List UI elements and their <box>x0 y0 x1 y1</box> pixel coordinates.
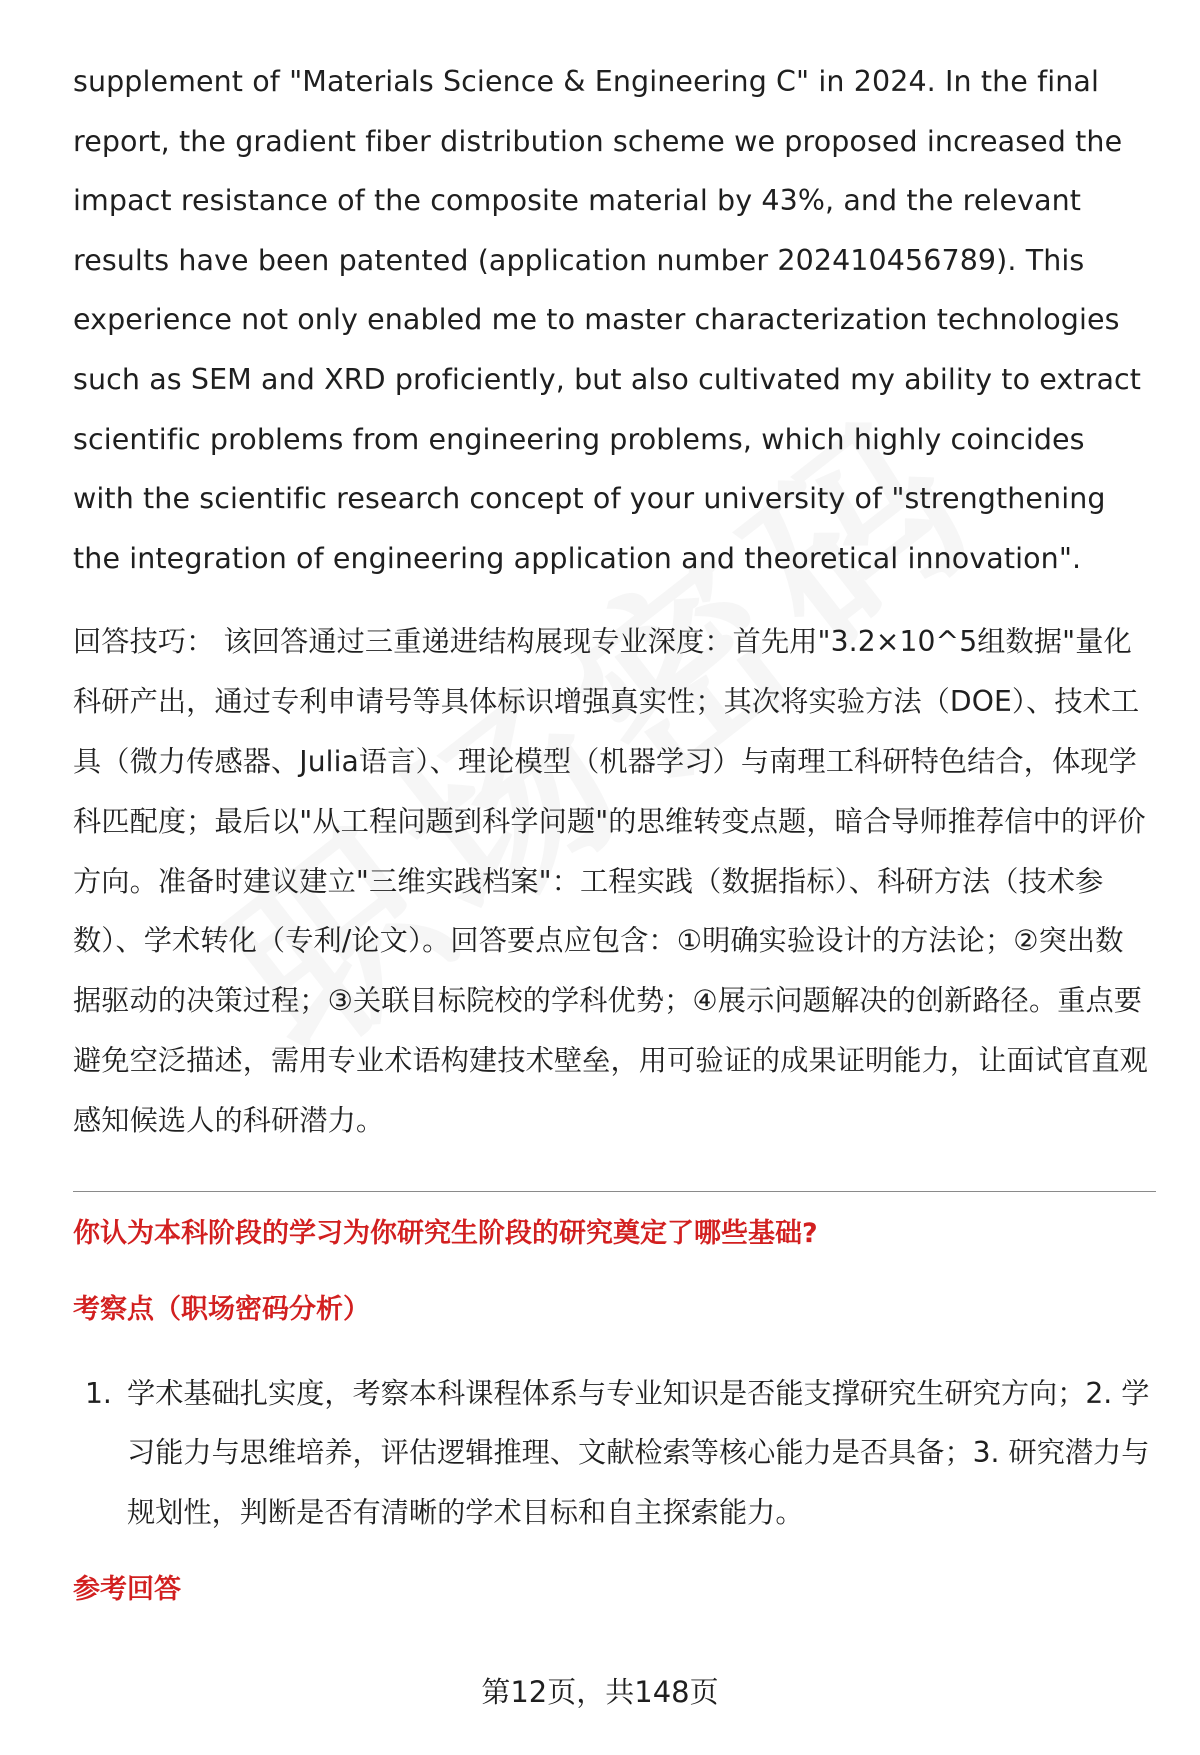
document-page <box>73 52 1151 1610</box>
interview-question: 你认为本科阶段的学习为你研究生阶段的研究奠定了哪些基础? <box>73 1217 818 1249</box>
section-divider <box>73 1191 1156 1192</box>
list-item <box>73 1364 1151 1543</box>
answer-tip-paragraph: 回答技巧： 该回答通过三重递进结构展现专业深度：首先用"3.2×10^5组数据"量化科研产出，通过专利申请号等具体标识增强真实性；其次将实验方法（DOE）、技术工具（微力传感器、Julia语言）、理论模型（机器学习）与南理工科研特色结合，体现学科匹配度；最后以"从工程问题到科学问题"的思维转变点题，暗合导师推荐信中的评价方向。准备时建议建立"三维实践档案"：工程实践（数据指标）、科研方法（技术参数）、学术转化（专利/论文）。回答要点应包含：①明确实验设计的方法论；②突出数据驱动的决策过程；③关联目标院校的学科优势；④展示问题解决的创新路径。重点要避免空泛描述，需用专业术语构建技术壁垒，用可验证的成果证明能力，让面试官直观感知候选人的科研潜力。 <box>73 625 1148 1137</box>
body-paragraph: supplement of "Materials Science & Engineering C" in 2024. In the final report, the gradient fiber distribution scheme we proposed increased the impact resistance of the composite material by 43%, and the relevant results have been patented (application number 202410456789). This experience not only enabled me to master characterization technologies such as SEM and XRD proficiently, but also cultivated my ability to extract scientific problems from engineering problems, which highly coincides with the scientific research concept of your university of "strengthening the integration of engineering application and theoretical innovation". <box>73 65 1142 575</box>
list-item-number: 1. <box>85 1376 112 1410</box>
reference-answer-title: 参考回答 <box>73 1574 181 1606</box>
exam-point-list <box>73 1364 1151 1543</box>
list-item-text: 学术基础扎实度，考察本科课程体系与专业知识是否能支撑研究生研究方向；2. 学习能力与思维培养，评估逻辑推理、文献检索等核心能力是否具备；3. 研究潜力与规划性，判断是否有清晰的学术目标和自主探索能力。 <box>127 1376 1150 1529</box>
page-footer: 第12页，共148页 <box>481 1675 719 1709</box>
exam-point-title: 考察点（职场密码分析） <box>73 1293 370 1325</box>
